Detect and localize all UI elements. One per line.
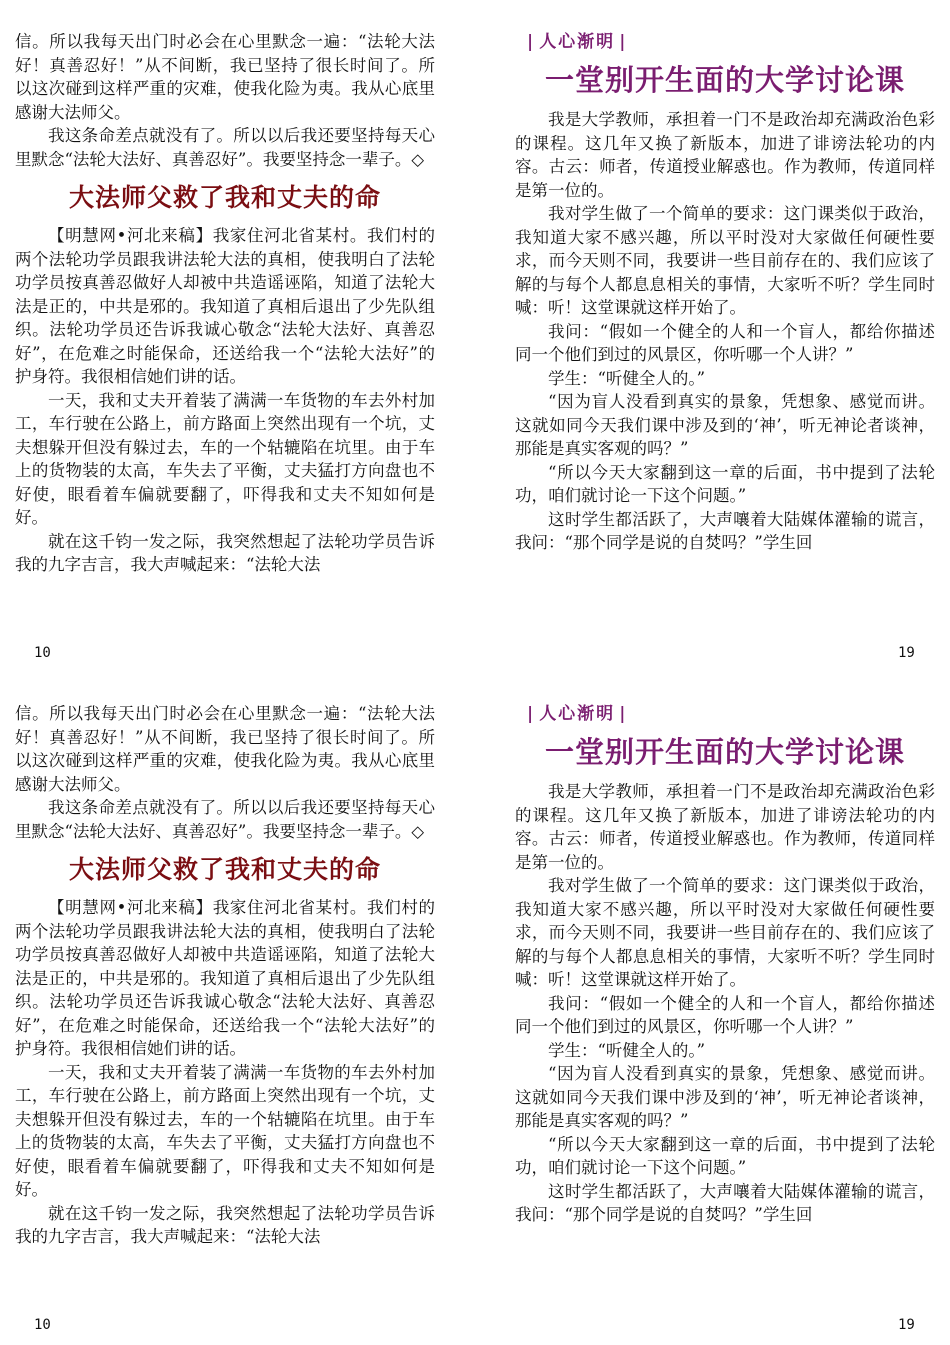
page-number: 10: [34, 645, 51, 661]
section-bar: |: [619, 32, 628, 52]
article-paragraph: “因为盲人没看到真实的景象，凭想象、感觉而讲。这就如同今天我们课中涉及到的‘神’，听无神论者谈神，那能是真实客观的吗？”: [515, 392, 935, 458]
article-paragraph: “所以今天大家翻到这一章的后面，书中提到了法轮功，咱们就讨论一下这个问题。”: [515, 462, 935, 505]
article-paragraph: 我问：“假如一个健全的人和一个盲人，都给你描述同一个他们到过的风景区，你听哪一个人讲？”: [515, 993, 935, 1036]
left-page-column: [15, 30, 435, 577]
intro-paragraph: 信。所以我每天出门时必会在心里默念一遍：“法轮大法好！真善忍好！”从不间断，我已坚持了很长时间了。所以这次碰到这样严重的灾难，使我化险为夷。我从心底里感谢大法师父。: [15, 32, 435, 122]
article-paragraph: 【明慧网•河北来稿】我家住河北省某村。我们村的两个法轮功学员跟我讲法轮大法的真相，使我明白了法轮功学员按真善忍做好人却被中共造谣诬陷，知道了法轮大法是正的，中共是邪的。我知道了真相后退出了少先队组织。法轮功学员还告诉我诚心敬念“法轮大法好、真善忍好”，在危难之时能保命，还送给我一个“法轮大法好”的护身符。我很相信她们讲的话。: [15, 898, 435, 1058]
article-paragraph: 就在这千钧一发之际，我突然想起了法轮功学员告诉我的九字吉言，我大声喊起来：“法轮大法: [15, 1203, 435, 1246]
section-tag: [523, 30, 935, 54]
article-paragraph: 我是大学教师，承担着一门不是政治却充满政治色彩的课程。这几年又换了新版本，加进了诽谤法轮功的内容。古云：师者，传道授业解惑也。作为教师，传道同样是第一位的。: [515, 782, 935, 872]
article-title: 一堂别开生面的大学讨论课: [544, 63, 905, 97]
article-paragraph: 【明慧网•河北来稿】我家住河北省某村。我们村的两个法轮功学员跟我讲法轮大法的真相，使我明白了法轮功学员按真善忍做好人却被中共造谣诬陷，知道了法轮大法是正的，中共是邪的。我知道了真相后退出了少先队组织。法轮功学员还告诉我诚心敬念“法轮大法好、真善忍好”，在危难之时能保命，还送给我一个“法轮大法好”的护身符。我很相信她们讲的话。: [15, 226, 435, 386]
intro-paragraph: 信。所以我每天出门时必会在心里默念一遍：“法轮大法好！真善忍好！”从不间断，我已坚持了很长时间了。所以这次碰到这样严重的灾难，使我化险为夷。我从心底里感谢大法师父。: [15, 704, 435, 794]
article-title: 大法师父救了我和丈夫的命: [68, 183, 381, 212]
intro-paragraph: 我这条命差点就没有了。所以以后我还要坚持每天心里默念“法轮大法好、真善忍好”。我要坚持念一辈子。◇: [15, 126, 435, 169]
article-paragraph: 学生：“听健全人的。”: [548, 368, 706, 388]
article-paragraph: 这时学生都活跃了，大声嚷着大陆媒体灌输的谎言，我问：“那个同学是说的自焚吗？”学生回: [515, 509, 935, 552]
article-paragraph: 就在这千钧一发之际，我突然想起了法轮功学员告诉我的九字吉言，我大声喊起来：“法轮大法: [15, 531, 435, 574]
section-tag-label: 人心渐明: [539, 32, 616, 52]
right-page-column: [515, 702, 935, 1227]
article-paragraph: 我是大学教师，承担着一门不是政治却充满政治色彩的课程。这几年又换了新版本，加进了诽谤法轮功的内容。古云：师者，传道授业解惑也。作为教师，传道同样是第一位的。: [515, 110, 935, 200]
article-title: 大法师父救了我和丈夫的命: [68, 855, 381, 884]
section-bar: |: [527, 704, 536, 724]
article-title: 一堂别开生面的大学讨论课: [544, 735, 905, 769]
article-paragraph: 我对学生做了一个简单的要求：这门课类似于政治，我知道大家不感兴趣，所以平时没对大家做任何硬性要求，而今天则不同，我要讲一些目前存在的、我们应该了解的与每个人都息息相关的事情，大家听不听？学生同时喊：听！这堂课就这样开始了。: [515, 876, 935, 989]
article-paragraph: 学生：“听健全人的。”: [548, 1040, 706, 1060]
page-number: 19: [898, 1317, 915, 1333]
left-page-column: [15, 702, 435, 1249]
right-page-column: [515, 30, 935, 555]
page-number: 10: [34, 1317, 51, 1333]
page-spread-bottom: [0, 672, 950, 1344]
section-tag: [523, 702, 935, 726]
page-number: 19: [898, 645, 915, 661]
article-paragraph: 我对学生做了一个简单的要求：这门课类似于政治，我知道大家不感兴趣，所以平时没对大家做任何硬性要求，而今天则不同，我要讲一些目前存在的、我们应该了解的与每个人都息息相关的事情，大家听不听？学生同时喊：听！这堂课就这样开始了。: [515, 204, 935, 317]
section-bar: |: [527, 32, 536, 52]
page-spread-top: [0, 0, 950, 672]
article-paragraph: 一天，我和丈夫开着装了满满一车货物的车去外村加工，车行驶在公路上，前方路面上突然出现有一个坑，丈夫想躲开但没有躲过去，车的一个轱辘陷在坑里。由于车上的货物装的太高，车失去了平衡，丈夫猛打方向盘也不好使，眼看着车偏就要翻了，吓得我和丈夫不知如何是好。: [15, 1062, 435, 1199]
section-bar: |: [619, 704, 628, 724]
intro-paragraph: 我这条命差点就没有了。所以以后我还要坚持每天心里默念“法轮大法好、真善忍好”。我要坚持念一辈子。◇: [15, 798, 435, 841]
article-paragraph: 一天，我和丈夫开着装了满满一车货物的车去外村加工，车行驶在公路上，前方路面上突然出现有一个坑，丈夫想躲开但没有躲过去，车的一个轱辘陷在坑里。由于车上的货物装的太高，车失去了平衡，丈夫猛打方向盘也不好使，眼看着车偏就要翻了，吓得我和丈夫不知如何是好。: [15, 390, 435, 527]
section-tag-label: 人心渐明: [539, 704, 616, 724]
article-paragraph: “因为盲人没看到真实的景象，凭想象、感觉而讲。这就如同今天我们课中涉及到的‘神’，听无神论者谈神，那能是真实客观的吗？”: [515, 1064, 935, 1130]
article-paragraph: 这时学生都活跃了，大声嚷着大陆媒体灌输的谎言，我问：“那个同学是说的自焚吗？”学生回: [515, 1181, 935, 1224]
article-paragraph: 我问：“假如一个健全的人和一个盲人，都给你描述同一个他们到过的风景区，你听哪一个人讲？”: [515, 321, 935, 364]
article-paragraph: “所以今天大家翻到这一章的后面，书中提到了法轮功，咱们就讨论一下这个问题。”: [515, 1134, 935, 1177]
